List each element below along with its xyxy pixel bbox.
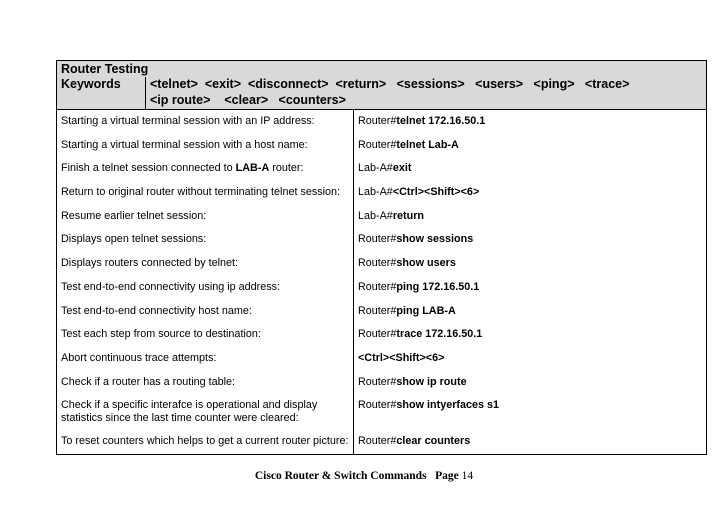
command-prompt: Router# xyxy=(358,233,397,246)
command-prompt: Router# xyxy=(358,280,397,293)
row-command xyxy=(353,157,706,181)
row-description: Return to original router without terminating telnet session: xyxy=(61,186,341,199)
table-row xyxy=(57,110,706,134)
row-command xyxy=(353,430,706,454)
row-description: Resume earlier telnet session: xyxy=(61,209,207,222)
row-description: To reset counters which helps to get a current router picture: xyxy=(61,435,349,448)
row-command xyxy=(353,134,706,158)
keywords-line-1: <telnet> <exit> <disconnect> <return> <sessions> <users> <ping> <trace> xyxy=(150,77,630,91)
keywords-list xyxy=(145,77,629,109)
table-row xyxy=(57,394,706,430)
command-prompt: Lab-A# xyxy=(358,162,393,175)
command-text: show ip route xyxy=(396,375,467,388)
command-prompt: Router# xyxy=(358,257,397,270)
command-text: exit xyxy=(392,162,412,175)
row-command xyxy=(353,323,706,347)
row-description: Displays open telnet sessions: xyxy=(61,233,207,246)
table-row xyxy=(57,371,706,395)
page-footer xyxy=(0,470,728,482)
command-text: ping LAB-A xyxy=(396,304,456,317)
section-title: Router Testing xyxy=(61,62,149,76)
command-text: <Ctrl><Shift><6> xyxy=(392,186,480,199)
keywords-label: Keywords xyxy=(61,77,121,91)
table-row xyxy=(57,276,706,300)
table-row xyxy=(57,252,706,276)
description-text: Finish a telnet session connected to xyxy=(61,162,236,175)
command-prompt: Router# xyxy=(358,138,397,151)
row-description: Test each step from source to destination: xyxy=(61,328,261,341)
command-prompt: Lab-A# xyxy=(358,186,393,199)
row-description: Starting a virtual terminal session with an IP address: xyxy=(61,115,315,127)
row-description: Test end-to-end connectivity host name: xyxy=(61,304,252,317)
command-prompt: Router# xyxy=(358,115,397,127)
row-command xyxy=(353,347,706,371)
command-prompt: Router# xyxy=(358,399,397,412)
table-row xyxy=(57,323,706,347)
description-line-2: statistics since the last time counter were cleared: xyxy=(61,412,299,425)
command-prompt: Router# xyxy=(358,304,397,317)
command-text: ping 172.16.50.1 xyxy=(396,280,480,293)
command-text: return xyxy=(392,209,425,222)
row-description: Check if a router has a routing table: xyxy=(61,375,236,388)
command-text: telnet 172.16.50.1 xyxy=(396,115,486,127)
command-text: show intyerfaces s1 xyxy=(396,399,500,412)
command-text: show users xyxy=(396,257,456,270)
table-row xyxy=(57,157,706,181)
row-command xyxy=(353,252,706,276)
command-text: trace 172.16.50.1 xyxy=(396,328,483,341)
table-row xyxy=(57,134,706,158)
table-row xyxy=(57,430,706,454)
row-description: Abort continuous trace attempts: xyxy=(61,351,217,364)
row-description xyxy=(57,394,353,430)
page-number: 14 xyxy=(461,470,474,482)
row-command xyxy=(353,205,706,229)
description-text: router: xyxy=(269,162,304,175)
command-rows xyxy=(57,110,706,454)
table-row xyxy=(57,228,706,252)
footer-text: Cisco Router & Switch Commands Page xyxy=(254,470,459,482)
command-prompt: Router# xyxy=(358,375,397,388)
table-header xyxy=(57,61,706,110)
row-description: Test end-to-end connectivity using ip address: xyxy=(61,280,281,293)
keywords-line-2: <ip route> <clear> <counters> xyxy=(150,92,346,107)
row-command xyxy=(353,110,706,134)
command-prompt: Router# xyxy=(358,328,397,341)
keywords-row xyxy=(57,77,706,109)
command-table xyxy=(56,60,707,455)
row-command xyxy=(353,371,706,395)
command-prompt: Router# xyxy=(358,435,397,448)
description-line-1: Check if a specific interafce is operational and display xyxy=(61,399,318,412)
row-description xyxy=(57,157,353,181)
table-row xyxy=(57,300,706,324)
command-prompt: Lab-A# xyxy=(358,209,393,222)
command-text: <Ctrl><Shift><6> xyxy=(358,351,445,364)
command-text: show sessions xyxy=(396,233,474,246)
command-text: telnet Lab-A xyxy=(396,138,459,151)
table-row xyxy=(57,181,706,205)
row-command xyxy=(353,181,706,205)
router-name: LAB-A xyxy=(235,162,270,175)
table-row xyxy=(57,347,706,371)
row-command xyxy=(353,394,706,430)
row-command xyxy=(353,300,706,324)
row-command xyxy=(353,228,706,252)
row-command xyxy=(353,276,706,300)
row-description: Starting a virtual terminal session with a host name: xyxy=(61,138,308,151)
row-description: Displays routers connected by telnet: xyxy=(61,257,239,270)
command-text: clear counters xyxy=(396,435,471,448)
table-row xyxy=(57,205,706,229)
